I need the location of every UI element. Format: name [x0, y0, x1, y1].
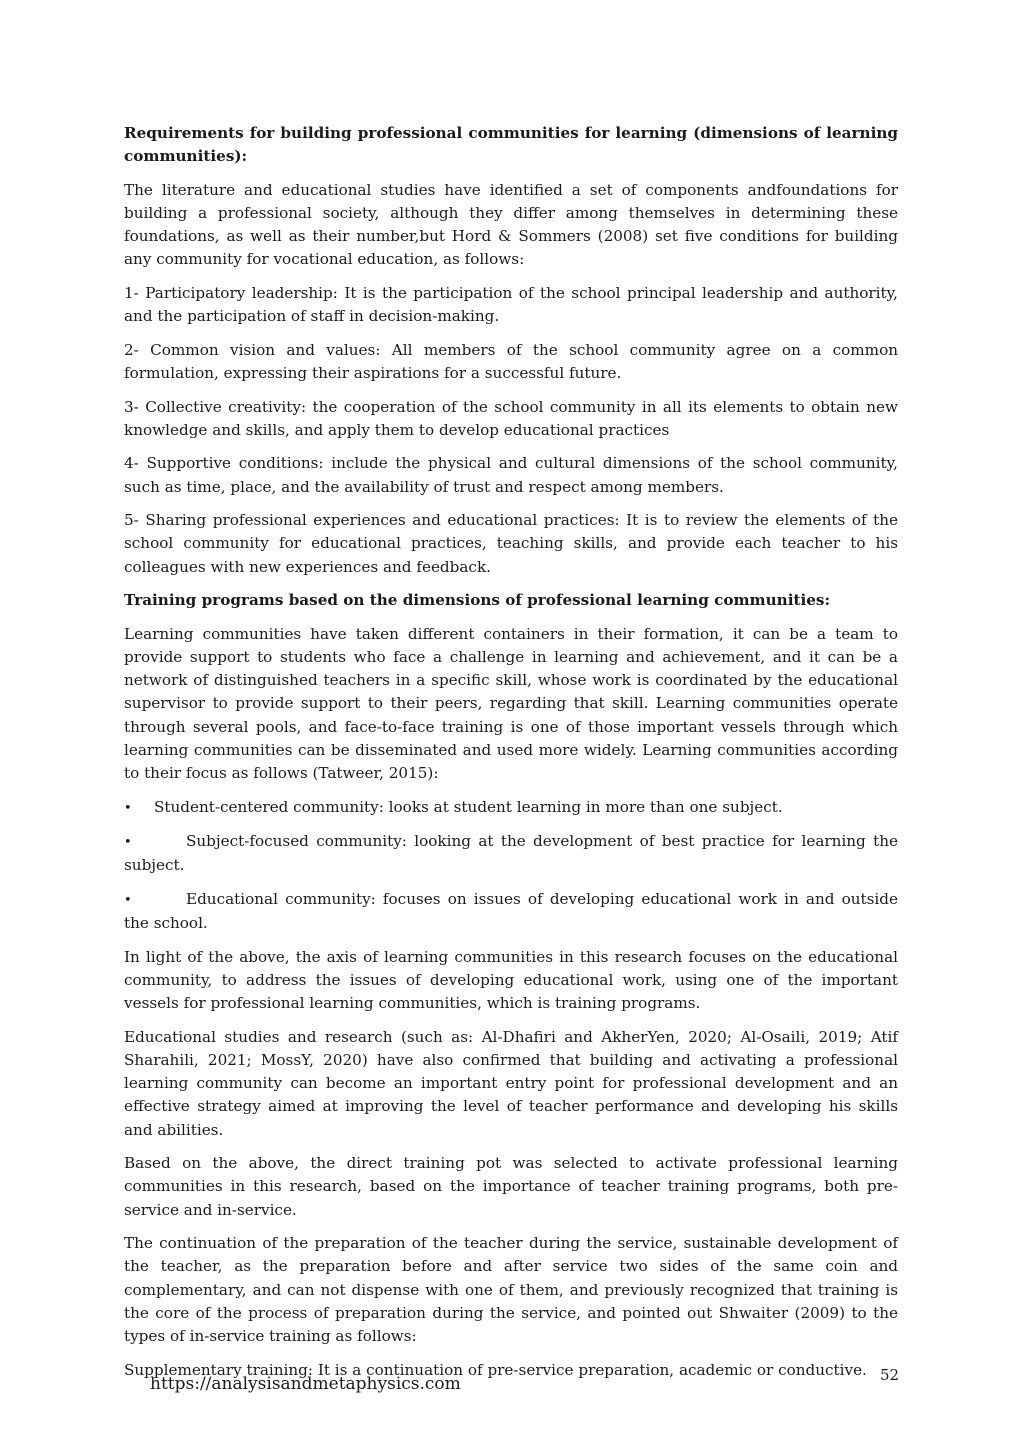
condition-sharing-experiences: 5- Sharing professional experiences and educational practices: It is to review the elements of the school community for educational practices, teaching skills, and provide each teacher to his colleagues with new experiences and feedback. — [124, 511, 898, 576]
paragraph-direct-training: Based on the above, the direct training pot was selected to activate professional learning communities in this research, based on the importance of teacher training programs, both pre-service and in-service. — [124, 1154, 898, 1219]
bullet-text: Student-centered community: looks at student learning in more than one subject. — [154, 797, 783, 816]
paragraph-continuation: The continuation of the preparation of the teacher during the service, sustainable development of the teacher, as the preparation before and after service two sides of the same coin and complementary, and can not dispense with one of them, and previously recognized that training is the core of the process of preparation during the service, and pointed out Shwaiter (2009) to the types of in-service training as follows: — [124, 1234, 898, 1345]
paragraph-intro: The literature and educational studies have identified a set of components andfoundations for building a professional society, although they differ among themselves in determining these foundations, as well as their number,but Hord & Sommers (2008) set five conditions for building any community for vocational education, as follows: — [124, 180, 898, 269]
paragraph-learning-communities: Learning communities have taken different containers in their formation, it can be a team to provide support to students who face a challenge in learning and achievement, and it can be a network of distinguished teachers in a specific skill, whose work is coordinated by the educational supervisor to provide support to their peers, regarding that skill. Learning communities operate through several pools, and face-to-face training is one of those important vessels through which learning communities can be disseminated and used more widely. Learning communities according to their focus as follows (Tatweer, 2015): — [124, 624, 898, 782]
bullet-text: Educational community: focuses on issues of developing educational work in and outside the school. — [124, 889, 898, 933]
bullet-icon: • — [124, 835, 132, 851]
condition-participatory-leadership: 1- Participatory leadership: It is the participation of the school principal leadership and authority, and the participation of staff in decision-making. — [124, 284, 898, 326]
paragraph-axis: In light of the above, the axis of learning communities in this research focuses on the educational community, to address the issues of developing educational work, using one of the important vessels for professional learning communities, which is training programs. — [124, 947, 898, 1013]
condition-common-vision: 2- Common vision and values: All members of the school community agree on a common formulation, expressing their aspirations for a successful future. — [124, 340, 898, 382]
footer-url: https://analysisandmetaphysics.com — [150, 1374, 461, 1394]
condition-supportive-conditions: 4- Supportive conditions: include the physical and cultural dimensions of the school community, such as time, place, and the availability of trust and respect among members. — [124, 454, 898, 496]
condition-collective-creativity: 3- Collective creativity: the cooperation of the school community in all its elements to obtain new knowledge and skills, and apply them to develop educational practices — [124, 397, 898, 439]
bullet-icon: • — [124, 800, 132, 816]
paragraph-studies: Educational studies and research (such as: Al-Dhafiri and AkherYen, 2020; Al-Osaili, 2019; Atif Sharahili, 2021; MossY, 2020) have also confirmed that building and activating a professional learning community can become an important entry point for professional development and an effective strategy aimed at improving the level of teacher performance and developing his skills and abilities. — [124, 1027, 898, 1139]
bullet-item-subject-focused — [124, 830, 898, 877]
bullet-item-educational — [124, 888, 898, 935]
document-body — [124, 122, 898, 1392]
bullet-icon: • — [124, 892, 132, 908]
section-heading-training-programs: Training programs based on the dimensions of professional learning communities: — [124, 591, 831, 610]
bullet-text: Subject-focused community: looking at the development of best practice for learning the subject. — [124, 832, 898, 875]
page-number: 52 — [880, 1366, 900, 1384]
section-heading-requirements: Requirements for building professional communities for learning (dimensions of learning communities): — [124, 124, 898, 166]
paragraph-supplementary-training: Supplementary training: It is a continuation of pre-service preparation, academic or conductive. — [124, 1360, 867, 1379]
bullet-item-student-centered — [124, 796, 898, 820]
